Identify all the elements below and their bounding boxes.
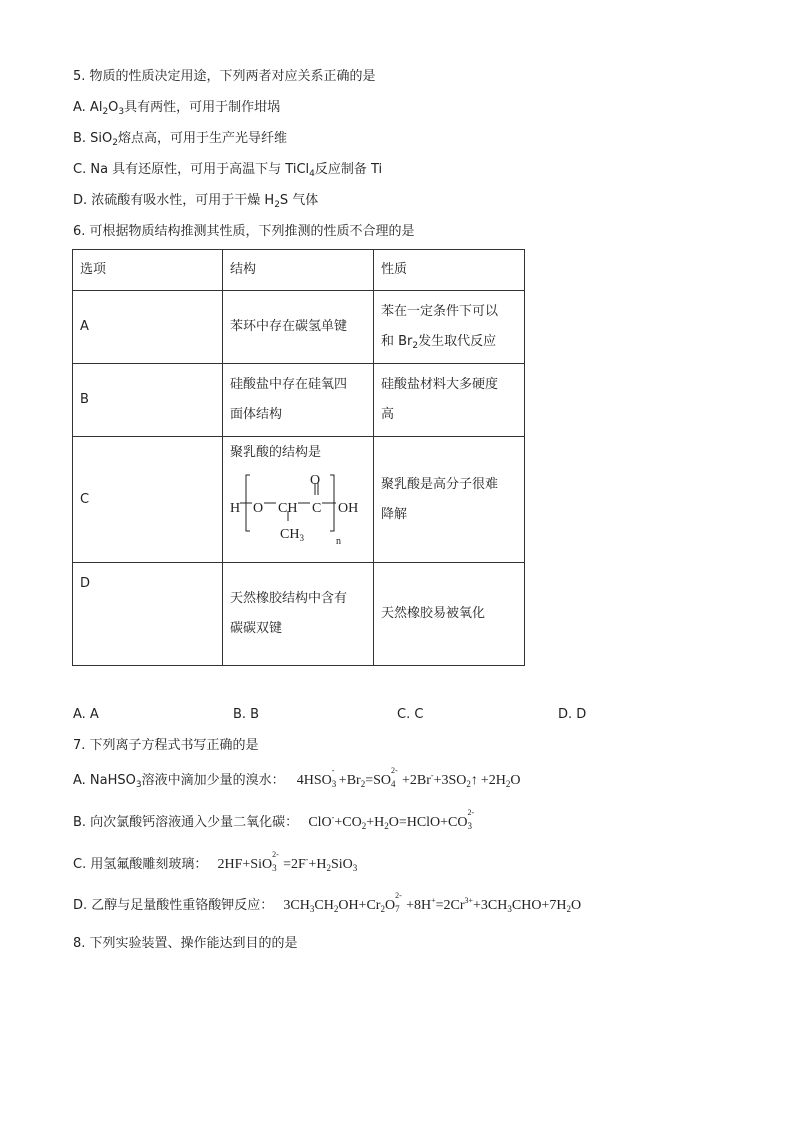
q6-choice-b: B. B [233, 707, 260, 722]
table-header-row [73, 250, 525, 291]
q5-option-c: C. Na 具有还原性，可用于高温下与 TiCl$_4$反应制备 Ti [73, 162, 383, 179]
row-d-option: D [73, 563, 223, 666]
polylactic-acid-formula [230, 463, 370, 547]
table-row [73, 437, 525, 563]
q7-option-b: B. 向次氯酸钙溶液通入少量二氧化碳： $ClO^-+CO_2+H_2O=HClO+CO$ 2- 3 [73, 814, 479, 832]
formula-o-top: O [310, 473, 321, 488]
q7-equation-d: $3CH_3CH_2OH+Cr_2O$ 2- 7 $+8H^+=2Cr^{3+}+3CH_3CHO+7H_2O$ [283, 891, 582, 914]
row-b-structure: 硅酸盐中存在硅氧四 面体结构 [223, 364, 374, 437]
q7-option-d: D. 乙醇与足量酸性重铬酸钾反应： $3CH_3CH_2OH+Cr_2O$ 2- 7 $+8H^+=2Cr^{3+}+3CH_3CHO+7H_2O$ [73, 891, 582, 914]
row-c-structure: 聚乳酸的结构是 H O CH C O OH $CH_3$ n [223, 437, 374, 563]
q8-stem: 8. 下列实验装置、操作能达到目的的是 [73, 936, 298, 951]
row-a-structure: 苯环中存在碳氢单键 [223, 291, 374, 364]
q7-equation-a: 4HSO - 3 $+Br_2=SO$ 2- 4 $+2Br^-+3SO_2↑ +2H_2O$ [296, 766, 521, 789]
q5-option-d: D. 浓硫酸有吸水性，可用于干燥 $H_2S$ 气体 [73, 193, 319, 210]
q7-equation-b: $ClO^-+CO_2+H_2O=HClO+CO$ 2- 3 [308, 808, 475, 831]
formula-c: C [312, 501, 322, 516]
formula-h: H [230, 501, 241, 516]
q6-choice-c: C. C [397, 707, 424, 722]
q6-table [72, 249, 525, 666]
header-property: 性质 [374, 250, 525, 291]
table-row [73, 291, 525, 364]
header-option: 选项 [73, 250, 223, 291]
row-d-property: 天然橡胶易被氧化 [374, 563, 525, 666]
table-row [73, 364, 525, 437]
table-row [73, 563, 525, 666]
q7-option-a: A. NaHSO$_3$溶液中滴加少量的溴水： 4HSO - 3 $+Br_2=SO$ 2- 4 $+2Br^-+3SO_2↑ +2H_2O$ [73, 766, 521, 790]
formula-ch: CH [278, 501, 298, 516]
row-d-structure: 天然橡胶结构中含有 碳碳双键 [223, 563, 374, 666]
row-c-option: C [73, 437, 223, 563]
header-structure: 结构 [223, 250, 374, 291]
q7-option-c: C. 用氢氟酸雕刻玻璃： 2HF+SiO 2- 3 $=2F^-+H_2SiO_3$ [73, 850, 358, 873]
formula-ch3: $CH_3$ [280, 527, 304, 543]
q5-option-a: A. $Al_2O_3$具有两性，可用于制作坩埚 [73, 100, 281, 117]
q5-option-b: B. SiO$_2$熔点高，可用于生产光导纤维 [73, 131, 288, 148]
q7-stem: 7. 下列离子方程式书写正确的是 [73, 738, 259, 753]
q5-stem: 5. 物质的性质决定用途，下列两者对应关系正确的是 [73, 69, 376, 84]
row-b-option: B [73, 364, 223, 437]
q6-stem: 6. 可根据物质结构推测其性质，下列推测的性质不合理的是 [73, 224, 415, 239]
q6-choice-d: D. D [558, 707, 587, 722]
row-a-option: A [73, 291, 223, 364]
formula-o: O [253, 501, 264, 516]
row-b-property: 硅酸盐材料大多硬度 高 [374, 364, 525, 437]
formula-n: n [336, 536, 341, 547]
row-c-property: 聚乳酸是高分子很难 降解 [374, 437, 525, 563]
q6-choice-a: A. A [73, 707, 99, 722]
formula-oh: OH [338, 501, 359, 516]
q7-equation-c: 2HF+SiO 2- 3 $=2F^-+H_2SiO_3$ [217, 850, 358, 873]
gas-arrow-icon: ↑ [470, 773, 478, 788]
row-a-property: 苯在一定条件下可以 和 $Br_2$发生取代反应 [374, 291, 525, 364]
